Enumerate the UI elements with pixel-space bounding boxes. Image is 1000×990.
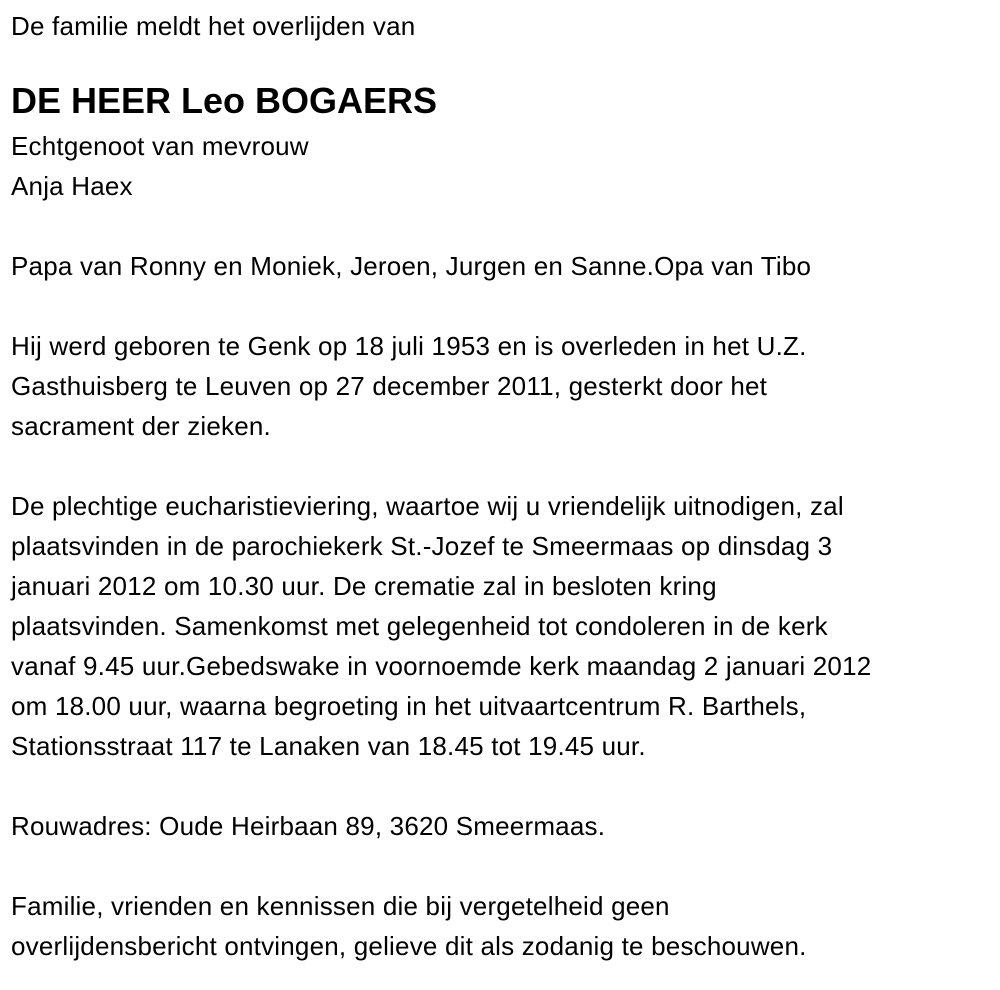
spouse-line: Echtgenoot van mevrouw xyxy=(11,131,309,161)
paragraph-line: sacrament der zieken. xyxy=(11,411,271,441)
deceased-name: DE HEER Leo BOGAERS xyxy=(11,80,438,121)
spouse-line: Anja Haex xyxy=(11,171,133,201)
children-paragraph xyxy=(11,246,871,286)
closing-paragraph xyxy=(11,886,871,966)
paragraph-line: Stationsstraat 117 te Lanaken van 18.45 tot 19.45 uur. xyxy=(11,731,646,761)
death-notice xyxy=(11,6,871,966)
ceremony-paragraph xyxy=(11,486,871,766)
spouse-paragraph xyxy=(11,126,871,206)
address-paragraph xyxy=(11,806,871,846)
paragraph-line: De plechtige eucharistieviering, waartoe wij u vriendelijk uitnodigen, zal xyxy=(11,491,844,521)
children-line: Papa van Ronny en Moniek, Jeroen, Jurgen en Sanne.Opa van Tibo xyxy=(11,251,812,281)
paragraph-line: januari 2012 om 10.30 uur. De crematie zal in besloten kring xyxy=(11,571,717,601)
paragraph-line: plaatsvinden. Samenkomst met gelegenheid tot condoleren in de kerk xyxy=(11,611,828,641)
paragraph-line: Gasthuisberg te Leuven op 27 december 2011, gesterkt door het xyxy=(11,371,768,401)
paragraph-line: Familie, vrienden en kennissen die bij vergetelheid geen xyxy=(11,891,670,921)
address-line: Rouwadres: Oude Heirbaan 89, 3620 Smeermaas. xyxy=(11,811,606,841)
paragraph-line: om 18.00 uur, waarna begroeting in het uitvaartcentrum R. Barthels, xyxy=(11,691,807,721)
paragraph-line: vanaf 9.45 uur.Gebedswake in voornoemde kerk maandag 2 januari 2012 xyxy=(11,651,872,681)
paragraph-line: Hij werd geboren te Genk op 18 juli 1953 en is overleden in het U.Z. xyxy=(11,331,807,361)
birth-death-paragraph xyxy=(11,326,871,446)
paragraph-line: overlijdensbericht ontvingen, gelieve dit als zodanig te beschouwen. xyxy=(11,931,807,961)
intro-text: De familie meldt het overlijden van xyxy=(11,11,416,41)
paragraph-line: plaatsvinden in de parochiekerk St.-Jozef te Smeermaas op dinsdag 3 xyxy=(11,531,833,561)
